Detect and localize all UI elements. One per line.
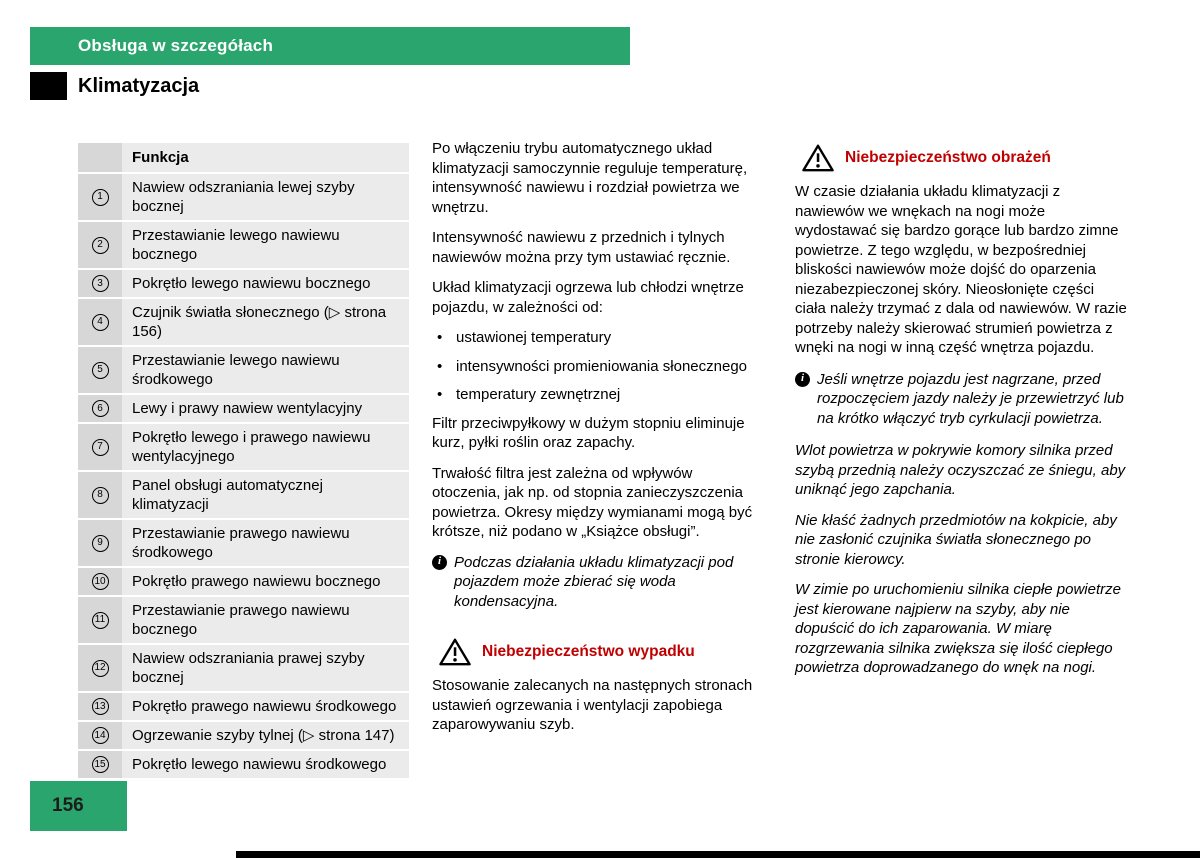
row-number-cell bbox=[78, 693, 122, 720]
table-row bbox=[78, 270, 409, 299]
table-row bbox=[78, 299, 409, 347]
note-text: Podczas działania układu klimatyzacji pod pojazdem może zbierać się woda kondensacyjna. bbox=[454, 553, 734, 610]
circled-number-icon: 13 bbox=[92, 698, 109, 715]
warning-section bbox=[795, 143, 1128, 358]
row-label: Przestawianie lewego nawiewu środkowego bbox=[122, 347, 409, 393]
row-number-cell bbox=[78, 395, 122, 422]
bullet-dot-icon: • bbox=[437, 329, 443, 346]
note-paragraph: Nie kłaść żadnych przedmiotów na kokpicie, aby nie zasłonić czujnika światła słonecznego po stronie kierowcy. bbox=[795, 511, 1117, 568]
bullet-item bbox=[432, 357, 763, 377]
paragraph: Po włączeniu trybu automatycznego układ klimatyzacji samoczynnie reguluje temperaturę, intensywność nawiewu i rozdział powietrza we wnętrzu. bbox=[432, 140, 748, 216]
table-row bbox=[78, 520, 409, 568]
note-paragraph: Wlot powietrza w pokrywie komory silnika przed szybą przednią należy oczyszczać ze śniegu, aby uniknąć jego zapchania. bbox=[795, 442, 1126, 498]
info-note bbox=[432, 553, 763, 612]
page-title: Klimatyzacja bbox=[78, 75, 200, 97]
warning-body: W czasie działania układu klimatyzacji z nawiewów we wnękach na nogi może wydostawać się bardzo gorące lub bardzo zimne powietrze. Z tego względu, w bezpośredniej bliskości nawiewów może dojść do oparzenia niezabezpieczonej skóry. Nieosłonięte części ciała należy trzymać z dala od nawiewów. W razie potrzeby należy skierować strumień powietrza z wnęki na nogi w inną część wnętrza pojazdu. bbox=[795, 183, 1127, 356]
circled-number-icon: 11 bbox=[92, 612, 109, 629]
circled-number-icon: 12 bbox=[92, 660, 109, 677]
warning-title: Niebezpieczeństwo wypadku bbox=[482, 643, 695, 661]
bullet-item bbox=[432, 328, 763, 348]
table-header-number-cell bbox=[78, 143, 122, 172]
row-number-cell bbox=[78, 751, 122, 778]
row-number-cell bbox=[78, 222, 122, 268]
row-number-cell bbox=[78, 722, 122, 749]
warning-header bbox=[432, 637, 763, 667]
table-row bbox=[78, 597, 409, 645]
row-number-cell bbox=[78, 472, 122, 518]
warning-triangle-icon bbox=[801, 143, 835, 173]
circled-number-icon: 3 bbox=[92, 275, 109, 292]
row-label: Przestawianie prawego nawiewu bocznego bbox=[122, 597, 409, 643]
row-number-cell bbox=[78, 174, 122, 220]
page-number: 156 bbox=[52, 795, 84, 816]
bullet-text: ustawionej temperatury bbox=[456, 329, 612, 346]
warning-title: Niebezpieczeństwo obrażeń bbox=[845, 149, 1051, 167]
warning-header bbox=[795, 143, 1128, 173]
row-number-cell bbox=[78, 424, 122, 470]
row-label: Przestawianie lewego nawiewu bocznego bbox=[122, 222, 409, 268]
chapter-marker bbox=[30, 72, 67, 100]
function-table bbox=[78, 143, 409, 780]
circled-number-icon: 15 bbox=[92, 756, 109, 773]
info-note bbox=[795, 370, 1128, 429]
circled-number-icon: 4 bbox=[92, 314, 109, 331]
circled-number-icon: 6 bbox=[92, 400, 109, 417]
warning-body: Stosowanie zalecanych na następnych stronach ustawień ogrzewania i wentylacji zapobiega zaparowywaniu szyb. bbox=[432, 677, 753, 733]
row-label: Pokrętło prawego nawiewu bocznego bbox=[122, 568, 409, 595]
info-icon: i bbox=[432, 555, 447, 570]
section-header-bar bbox=[30, 27, 630, 65]
row-number-cell bbox=[78, 270, 122, 297]
section-title: Obsługa w szczegółach bbox=[78, 36, 274, 55]
bullet-dot-icon: • bbox=[437, 357, 443, 375]
row-label: Czujnik światła słonecznego (▷ strona 156) bbox=[122, 299, 409, 345]
circled-number-icon: 7 bbox=[92, 439, 109, 456]
table-row bbox=[78, 347, 409, 395]
table-row bbox=[78, 693, 409, 722]
row-label: Panel obsługi automatycznej klimatyzacji bbox=[122, 472, 409, 518]
row-number-cell bbox=[78, 597, 122, 643]
row-number-cell bbox=[78, 520, 122, 566]
table-header-label: Funkcja bbox=[122, 143, 409, 172]
warning-section bbox=[432, 637, 763, 735]
right-column bbox=[795, 143, 1128, 689]
middle-column bbox=[432, 139, 763, 747]
table-row bbox=[78, 722, 409, 751]
table-row bbox=[78, 174, 409, 222]
circled-number-icon: 14 bbox=[92, 727, 109, 744]
bullet-item bbox=[432, 385, 763, 405]
paragraph: Intensywność nawiewu z przednich i tylnych nawiewów można przy tym ustawiać ręcznie. bbox=[432, 229, 731, 266]
table-row bbox=[78, 424, 409, 472]
row-label: Pokrętło lewego nawiewu środkowego bbox=[122, 751, 409, 778]
row-label: Pokrętło lewego nawiewu bocznego bbox=[122, 270, 409, 297]
row-label: Nawiew odszraniania prawej szyby bocznej bbox=[122, 645, 409, 691]
circled-number-icon: 2 bbox=[92, 237, 109, 254]
table-row bbox=[78, 568, 409, 597]
warning-triangle-icon bbox=[438, 637, 472, 667]
function-table-body bbox=[78, 174, 409, 780]
bullet-text: intensywności promieniowania słonecznego bbox=[456, 357, 747, 375]
circled-number-icon: 5 bbox=[92, 362, 109, 379]
row-label: Pokrętło prawego nawiewu środkowego bbox=[122, 693, 409, 720]
table-row bbox=[78, 645, 409, 693]
note-text: Jeśli wnętrze pojazdu jest nagrzane, przed rozpoczęciem jazdy należy je przewietrzyć lub na krótko włączyć tryb cyrkulacji powietrza. bbox=[817, 370, 1124, 427]
note-paragraph: W zimie po uruchomieniu silnika ciepłe powietrze jest kierowane najpierw na szyby, aby nie dopuścić do ich zaparowania. W miarę rozgrzewania silnika zwiększa się ilość ciepłego powietrza doprowadzanego do wnęk na nogi. bbox=[795, 581, 1121, 676]
row-number-cell bbox=[78, 645, 122, 691]
table-header-row bbox=[78, 143, 409, 174]
paragraph: Trwałość filtra jest zależna od wpływów otoczenia, jak np. od stopnia zanieczyszczenia powietrza. Okresy między wymianami mogą być krótsze, niż podano w „Książce obsługi”. bbox=[432, 464, 753, 540]
row-label: Ogrzewanie szyby tylnej (▷ strona 147) bbox=[122, 722, 409, 749]
circled-number-icon: 10 bbox=[92, 573, 109, 590]
table-row bbox=[78, 751, 409, 780]
paragraph: Układ klimatyzacji ogrzewa lub chłodzi wnętrze pojazdu, w zależności od: bbox=[432, 279, 744, 316]
page-number-box bbox=[30, 781, 127, 831]
table-row bbox=[78, 222, 409, 270]
table-row bbox=[78, 472, 409, 520]
paragraph: Filtr przeciwpyłkowy w dużym stopniu eliminuje kurz, pyłki roślin oraz zapachy. bbox=[432, 414, 745, 451]
bottom-bar bbox=[236, 851, 1200, 858]
table-row bbox=[78, 395, 409, 424]
row-label: Nawiew odszraniania lewej szyby bocznej bbox=[122, 174, 409, 220]
circled-number-icon: 1 bbox=[92, 189, 109, 206]
circled-number-icon: 8 bbox=[92, 487, 109, 504]
info-icon: i bbox=[795, 372, 810, 387]
row-label: Lewy i prawy nawiew wentylacyjny bbox=[122, 395, 409, 422]
row-number-cell bbox=[78, 568, 122, 595]
circled-number-icon: 9 bbox=[92, 535, 109, 552]
row-number-cell bbox=[78, 347, 122, 393]
bullet-dot-icon: • bbox=[437, 386, 443, 403]
row-label: Pokrętło lewego i prawego nawiewu wentylacyjnego bbox=[122, 424, 409, 470]
row-label: Przestawianie prawego nawiewu środkowego bbox=[122, 520, 409, 566]
row-number-cell bbox=[78, 299, 122, 345]
bullet-text: temperatury zewnętrznej bbox=[456, 386, 621, 403]
